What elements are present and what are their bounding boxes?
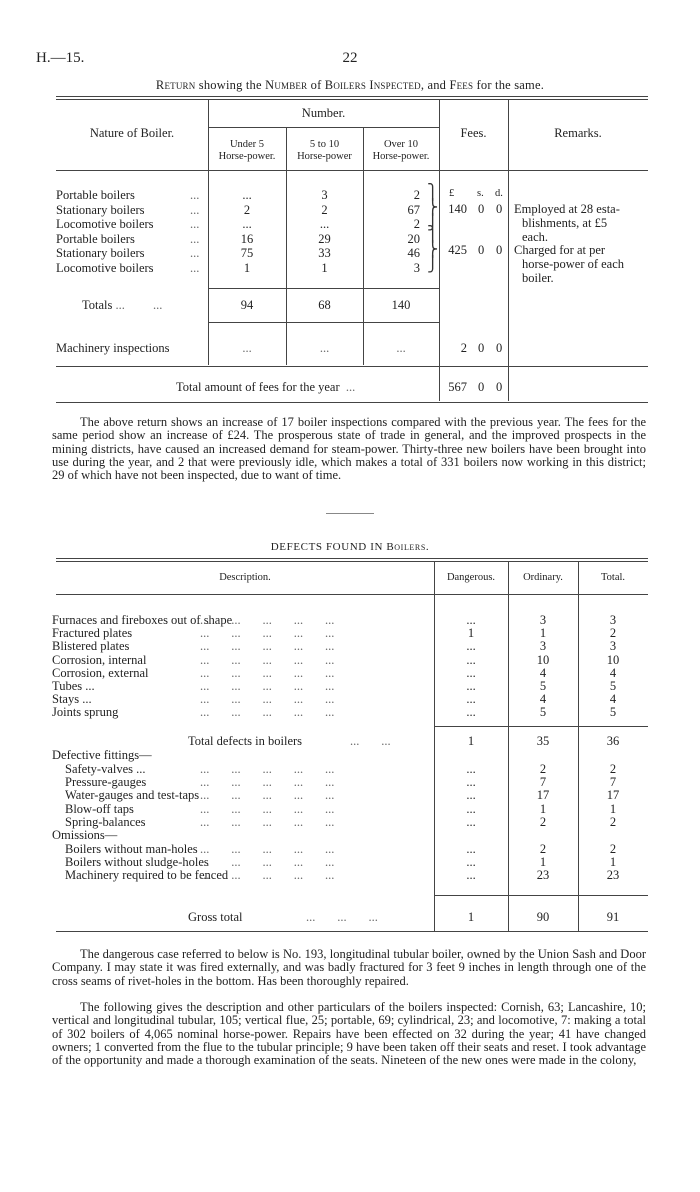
row-leader-dots: ...: [190, 232, 200, 246]
row-leader-dots: ... ... ... ... ...: [200, 855, 335, 869]
return-table-caption: Return showing the Number of Boilers Inspected, and Fees for the same.: [155, 78, 545, 92]
return-table-bottom-rule: [56, 402, 648, 403]
defect-ordinary: 17: [536, 788, 550, 802]
defect-description: Blow-off taps: [65, 802, 134, 816]
defect-total: 3: [609, 639, 617, 653]
defect-total: 2: [609, 762, 617, 776]
fee1-shillings: 0: [478, 202, 485, 216]
defect-description: Fractured plates: [52, 626, 133, 640]
row-leader-dots: ... ... ... ... ...: [200, 842, 335, 856]
section-separator: [326, 513, 374, 514]
defect-description: Blistered plates: [52, 639, 130, 653]
boiler-row-5to10: 29: [318, 232, 331, 246]
boiler-row-under5: 75: [240, 246, 254, 260]
defect-description: Corrosion, internal: [52, 653, 147, 667]
omissions-heading: Omissions—: [52, 828, 118, 842]
defect-ordinary: 7: [539, 775, 547, 789]
boiler-row-5to10: ...: [319, 217, 330, 231]
return-col-divider: [508, 99, 509, 401]
defect-description: Tubes ...: [52, 679, 95, 693]
defect-total: 2: [609, 815, 617, 829]
sub-header-5to10: 5 to 10 Horse-power: [297, 139, 352, 162]
defect-total: 5: [609, 705, 617, 719]
row-leader-dots: ... ... ... ... ...: [200, 666, 335, 680]
gross-total-dangerous: 1: [467, 910, 475, 924]
defects-bottom-rule: [56, 931, 648, 932]
row-leader-dots: ... ... ...: [306, 910, 378, 924]
fee2-pounds: 425: [448, 243, 467, 257]
defect-ordinary: 1: [539, 855, 547, 869]
defect-total: 1: [609, 855, 617, 869]
row-leader-dots: ...: [190, 188, 200, 202]
defect-dangerous: 1: [467, 626, 475, 640]
defect-total: 23: [606, 868, 620, 882]
col-total-header: Total.: [600, 572, 626, 583]
fee2-pence: 0: [496, 243, 503, 257]
totals-over10: 140: [391, 298, 411, 312]
defect-description: Boilers without man-holes: [65, 842, 198, 856]
boiler-row-name: Portable boilers: [56, 188, 135, 202]
row-leader-dots: ... ... ... ... ...: [200, 653, 335, 667]
row-leader-dots: ... ... ... ... ...: [200, 626, 335, 640]
boiler-row-over10: 3: [413, 261, 420, 275]
row-leader-dots: ... ... ... ... ...: [200, 613, 335, 627]
defect-total: 10: [606, 653, 620, 667]
row-leader-dots: ... ... ... ... ...: [200, 815, 335, 829]
machinery-over10: ...: [396, 341, 406, 355]
boiler-row-over10: 67: [407, 203, 420, 217]
currency-pence: d.: [495, 188, 503, 199]
machinery-5to10: ...: [319, 341, 330, 355]
defect-description: Spring-balances: [65, 815, 146, 829]
defects-gross-rule: [434, 895, 648, 896]
total-fees-label: Total amount of fees for the year ...: [176, 380, 356, 394]
defect-dangerous: ...: [466, 639, 476, 653]
defects-header-bottom-rule: [56, 594, 648, 595]
return-table-top-rule-2: [56, 99, 648, 100]
defect-total: 4: [609, 692, 617, 706]
boiler-row-under5: ...: [242, 188, 252, 202]
sub-header-over10: Over 10 Horse-power.: [372, 139, 430, 162]
defect-description: Water-gauges and test-taps: [65, 788, 200, 802]
remark-employed: Employed at 28 esta- blishments, at £5 each.: [514, 202, 620, 244]
row-leader-dots: ... ... ... ... ...: [200, 692, 335, 706]
brace-icon: ⎫ ⎬ ⎭: [427, 185, 439, 231]
defect-ordinary: 2: [539, 842, 547, 856]
currency-shillings: s.: [477, 188, 484, 199]
defect-description: Furnaces and fireboxes out of shape: [52, 613, 233, 627]
defect-ordinary: 3: [539, 639, 547, 653]
boiler-row-over10: 46: [407, 246, 420, 260]
boiler-particulars-paragraph: The following gives the description and other particulars of the boilers inspected: Cornish, 63; Lancashire, 10; vertical and longitudinal tubular, 105; vertical flue, 25; portable, 69; cylindrical, 23; and locomotive, 7: making a total of 302 boilers of 4,065 nominal horse-power. Repairs have been effected on 32 during the year; 41 have changed owners; 1 converted from the flue to the tubular principle; 9 have been taken off their seats and reset. I took advantage of the opportunity and made a thorough examination of the seats. Nineteen of the new ones were made in the colony,: [52, 1000, 646, 1068]
totals-label: Totals ... ...: [82, 298, 163, 312]
col-ordinary-header: Ordinary.: [523, 572, 563, 583]
defect-dangerous: ...: [466, 788, 476, 802]
machinery-pence: 0: [496, 341, 503, 355]
defect-ordinary: 2: [539, 815, 547, 829]
col-number-header: Number.: [301, 106, 346, 120]
defect-ordinary: 1: [539, 626, 547, 640]
defect-total: 2: [609, 626, 617, 640]
machinery-shillings: 0: [478, 341, 485, 355]
totals-bottom-rule: [208, 322, 439, 323]
boiler-row-under5: 1: [243, 261, 251, 275]
row-leader-dots: ...: [190, 217, 200, 231]
total-defects-label: Total defects in boilers: [188, 734, 303, 748]
dangerous-case-paragraph: The dangerous case referred to below is No. 193, longitudinal tubular boiler, owned by the Union Sash and Door Company. I may state it was fired externally, and was badly fractured for 3 feet 9 inches in length through one of the cross seams of rivet-holes in the bottom. Has been thoroughly repaired.: [52, 947, 646, 988]
boiler-row-5to10: 3: [321, 188, 328, 202]
machinery-bottom-rule: [56, 366, 648, 367]
defect-ordinary: 1: [539, 802, 547, 816]
series-number: H.—15.: [36, 50, 85, 66]
machinery-pounds: 2: [460, 341, 467, 355]
defect-dangerous: ...: [466, 775, 476, 789]
defect-total: 3: [609, 613, 617, 627]
boiler-row-under5: 16: [240, 232, 254, 246]
boiler-row-under5: 2: [243, 203, 251, 217]
fittings-heading: Defective fittings—: [52, 748, 152, 762]
defect-total: 4: [609, 666, 617, 680]
defect-ordinary: 10: [536, 653, 550, 667]
col-description-header: Description.: [219, 572, 271, 583]
total-defects-dangerous: 1: [467, 734, 475, 748]
boiler-row-5to10: 33: [318, 246, 331, 260]
total-fees-shillings: 0: [478, 380, 485, 394]
defects-top-rule: [56, 558, 648, 559]
defect-description: Pressure-gauges: [65, 775, 147, 789]
defect-ordinary: 2: [539, 762, 547, 776]
defect-total: 5: [609, 679, 617, 693]
return-summary-paragraph: The above return shows an increase of 17 boiler inspections compared with the previous year. The fees for the same period show an increase of £24. The prosperous state of trade in general, and the improved prospects in the mining districts, have caused an increased demand for steam-power. Thirty-three new boilers have been brought into use during the year, and 2 that were previously idle, which makes a total of 331 boilers now working in this district; 29 of which have not been inspected, due to want of time.: [52, 415, 646, 483]
total-defects-total: 36: [606, 734, 620, 748]
gross-total-ordinary: 90: [536, 910, 550, 924]
fee1-pounds: 140: [448, 202, 467, 216]
defect-description: Stays ...: [52, 692, 92, 706]
defect-dangerous: ...: [466, 679, 476, 693]
fee1-pence: 0: [496, 202, 503, 216]
totals-5to10: 68: [318, 298, 331, 312]
remark-charged: Charged for at per horse-power of each boiler.: [514, 243, 625, 285]
col-nature-header: Nature of Boiler.: [89, 126, 175, 140]
defect-dangerous: ...: [466, 762, 476, 776]
defect-ordinary: 4: [539, 666, 547, 680]
col-remarks-header: Remarks.: [554, 126, 602, 140]
col-fees-header: Fees.: [460, 126, 487, 140]
defect-dangerous: ...: [466, 613, 476, 627]
row-leader-dots: ...: [190, 246, 200, 260]
machinery-under5: ...: [242, 341, 252, 355]
defect-description: Machinery required to be fenced: [65, 868, 229, 882]
boiler-row-under5: ...: [242, 217, 252, 231]
row-leader-dots: ...: [190, 261, 200, 275]
totals-rule: [208, 288, 439, 289]
defect-description: Boilers without sludge-holes: [65, 855, 209, 869]
machinery-label: Machinery inspections: [56, 341, 170, 355]
defect-total: 17: [606, 788, 620, 802]
col-dangerous-header: Dangerous.: [446, 572, 496, 583]
row-leader-dots: ... ...: [350, 734, 391, 748]
boiler-row-name: Stationary boilers: [56, 246, 145, 260]
gross-total-total: 91: [606, 910, 620, 924]
defect-dangerous: ...: [466, 868, 476, 882]
row-leader-dots: ... ... ... ... ...: [200, 639, 335, 653]
defect-total: 7: [609, 775, 617, 789]
row-leader-dots: ... ... ... ... ...: [200, 802, 335, 816]
boiler-row-name: Locomotive boilers: [56, 261, 154, 275]
sub-header-under5: Under 5 Horse-power.: [218, 139, 276, 162]
defect-dangerous: ...: [466, 705, 476, 719]
boiler-row-over10: 2: [413, 217, 420, 231]
defect-description: Safety-valves ...: [65, 762, 146, 776]
defect-description: Corrosion, external: [52, 666, 149, 680]
boiler-row-name: Locomotive boilers: [56, 217, 154, 231]
defect-ordinary: 4: [539, 692, 547, 706]
defect-ordinary: 5: [539, 705, 547, 719]
total-fees-pounds: 567: [448, 380, 467, 394]
boiler-row-5to10: 2: [321, 203, 328, 217]
defect-dangerous: ...: [466, 855, 476, 869]
total-defects-ordinary: 35: [536, 734, 550, 748]
defect-description: Joints sprung: [52, 705, 119, 719]
return-table-top-rule: [56, 96, 648, 97]
page-number: 22: [342, 50, 358, 66]
defect-dangerous: ...: [466, 842, 476, 856]
total-fees-pence: 0: [496, 380, 503, 394]
defects-subtotal-rule: [434, 726, 648, 727]
boiler-row-over10: 20: [407, 232, 420, 246]
boiler-row-over10: 2: [413, 188, 420, 202]
row-leader-dots: ... ... ... ... ...: [200, 788, 335, 802]
defect-dangerous: ...: [466, 802, 476, 816]
defect-ordinary: 3: [539, 613, 547, 627]
defect-dangerous: ...: [466, 815, 476, 829]
boiler-row-name: Portable boilers: [56, 232, 135, 246]
defects-top-rule-2: [56, 561, 648, 562]
return-header-bottom-rule: [56, 170, 648, 171]
currency-pounds: £: [449, 188, 455, 199]
defect-dangerous: ...: [466, 653, 476, 667]
defect-total: 2: [609, 842, 617, 856]
row-leader-dots: ... ... ... ... ...: [200, 775, 335, 789]
defect-total: 1: [609, 802, 617, 816]
boiler-row-5to10: 1: [321, 261, 328, 275]
brace-icon: ⎫ ⎬ ⎭: [427, 227, 439, 273]
defect-ordinary: 23: [536, 868, 550, 882]
defect-ordinary: 5: [539, 679, 547, 693]
row-leader-dots: ...: [190, 203, 200, 217]
defect-dangerous: ...: [466, 692, 476, 706]
row-leader-dots: ... ... ... ... ...: [200, 762, 335, 776]
gross-total-label: Gross total: [188, 910, 243, 924]
defects-table-caption: DEFECTS FOUND IN Boilers.: [270, 541, 430, 553]
number-header-rule: [208, 127, 439, 128]
fee2-shillings: 0: [478, 243, 485, 257]
row-leader-dots: ... ... ... ... ...: [200, 679, 335, 693]
row-leader-dots: ... ... ... ... ...: [200, 868, 335, 882]
row-leader-dots: ... ... ... ... ...: [200, 705, 335, 719]
totals-under5: 94: [240, 298, 254, 312]
boiler-row-name: Stationary boilers: [56, 203, 145, 217]
defect-dangerous: ...: [466, 666, 476, 680]
